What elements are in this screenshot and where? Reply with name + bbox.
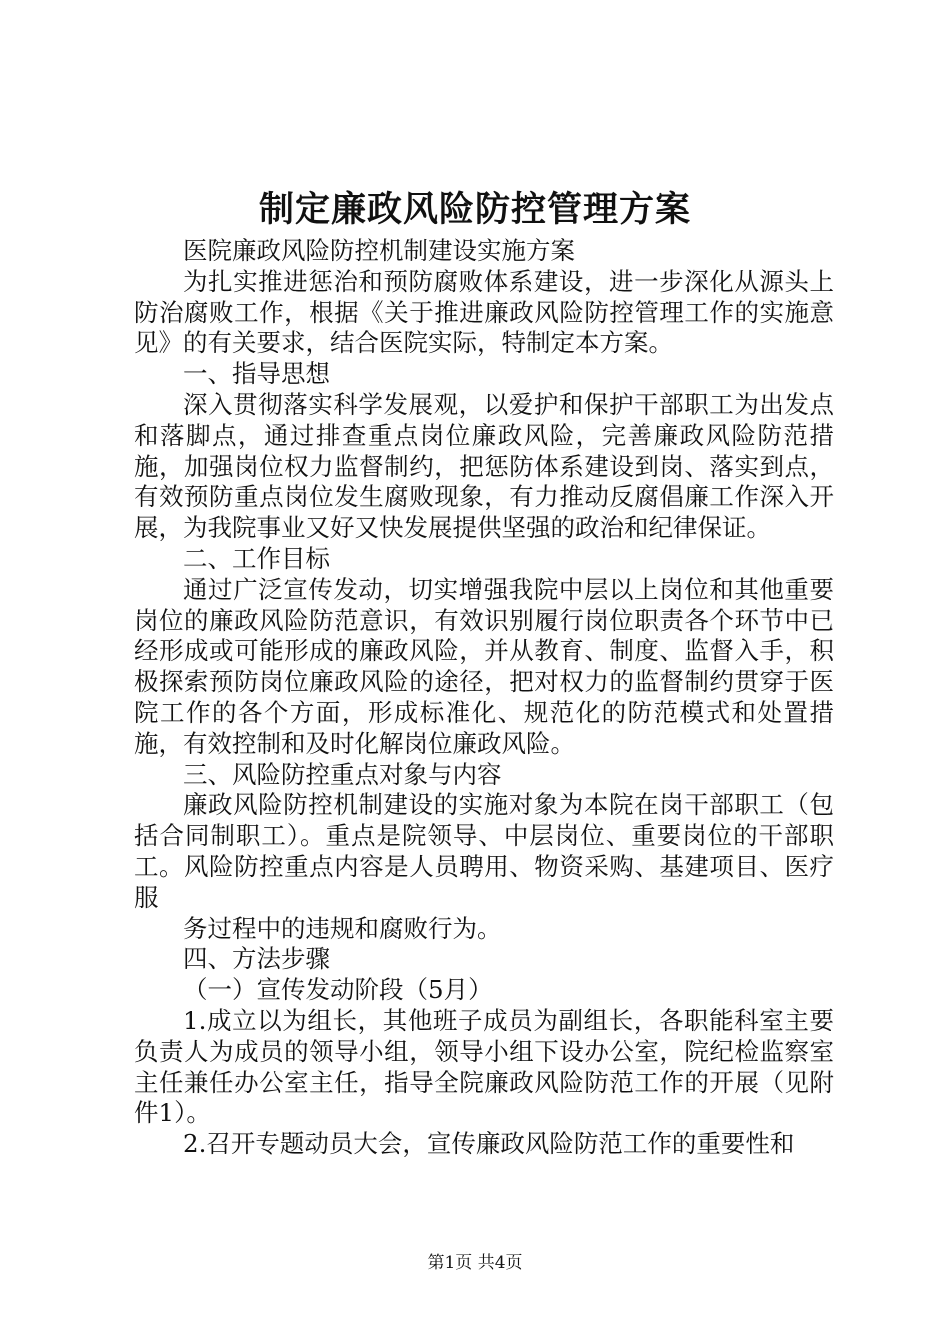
- intro-paragraph: 为扎实推进惩治和预防腐败体系建设，进一步深化从源头上防治腐败工作，根据《关于推进廉政风险防控管理工作的实施意见》的有关要求，结合医院实际，特制定本方案。: [134, 266, 834, 358]
- page-footer: 第1页 共4页: [427, 1253, 523, 1273]
- subtitle-paragraph: 医院廉政风险防控机制建设实施方案: [183, 236, 575, 265]
- guiding-thought-paragraph: 深入贯彻落实科学发展观，以爱护和保护干部职工为出发点和落脚点，通过排查重点岗位廉政风险，完善廉政风险防范措施，加强岗位权力监督制约，把惩防体系建设到岗、落实到点，有效预防重点岗位发生腐败现象，有力推动反腐倡廉工作深入开展，为我院事业又好又快发展提供坚强的政治和纪律保证。: [134, 389, 834, 543]
- section-heading-key-targets: 三、风险防控重点对象与内容: [183, 759, 502, 789]
- section-heading-guiding-thought: 一、指导思想: [183, 359, 330, 389]
- section-heading-method-steps: 四、方法步骤: [183, 944, 330, 974]
- step-1-paragraph: 1.成立以为组长，其他班子成员为副组长，各职能科室主要负责人为成员的领导小组，领导小组下设办公室，院纪检监察室主任兼任办公室主任，指导全院廉政风险防范工作的开展（见附件1）。: [134, 1005, 834, 1128]
- section-heading-work-goals: 二、工作目标: [183, 543, 330, 573]
- step-2-paragraph: 2.召开专题动员大会，宣传廉政风险防范工作的重要性和: [183, 1129, 795, 1159]
- subsection-heading-publicity: （一）宣传发动阶段（5月）: [183, 975, 493, 1005]
- work-goals-paragraph: 通过广泛宣传发动，切实增强我院中层以上岗位和其他重要岗位的廉政风险防范意识，有效识别履行岗位职责各个环节中已经形成或可能形成的廉政风险，并从教育、制度、监督入手，积极探索预防岗位廉政风险的途径，把对权力的监督制约贯穿于医院工作的各个方面，形成标准化、规范化的防范模式和处置措施，有效控制和及时化解岗位廉政风险。: [134, 574, 834, 758]
- document-title: 制定廉政风险防控管理方案: [258, 189, 691, 230]
- document-body: [134, 236, 834, 1160]
- key-targets-continuation: 务过程中的违规和腐败行为。: [183, 913, 502, 943]
- key-targets-paragraph: 廉政风险防控机制建设的实施对象为本院在岗干部职工（包括合同制职工）。重点是院领导、中层岗位、重要岗位的干部职工。风险防控重点内容是人员聘用、物资采购、基建项目、医疗服: [134, 790, 834, 912]
